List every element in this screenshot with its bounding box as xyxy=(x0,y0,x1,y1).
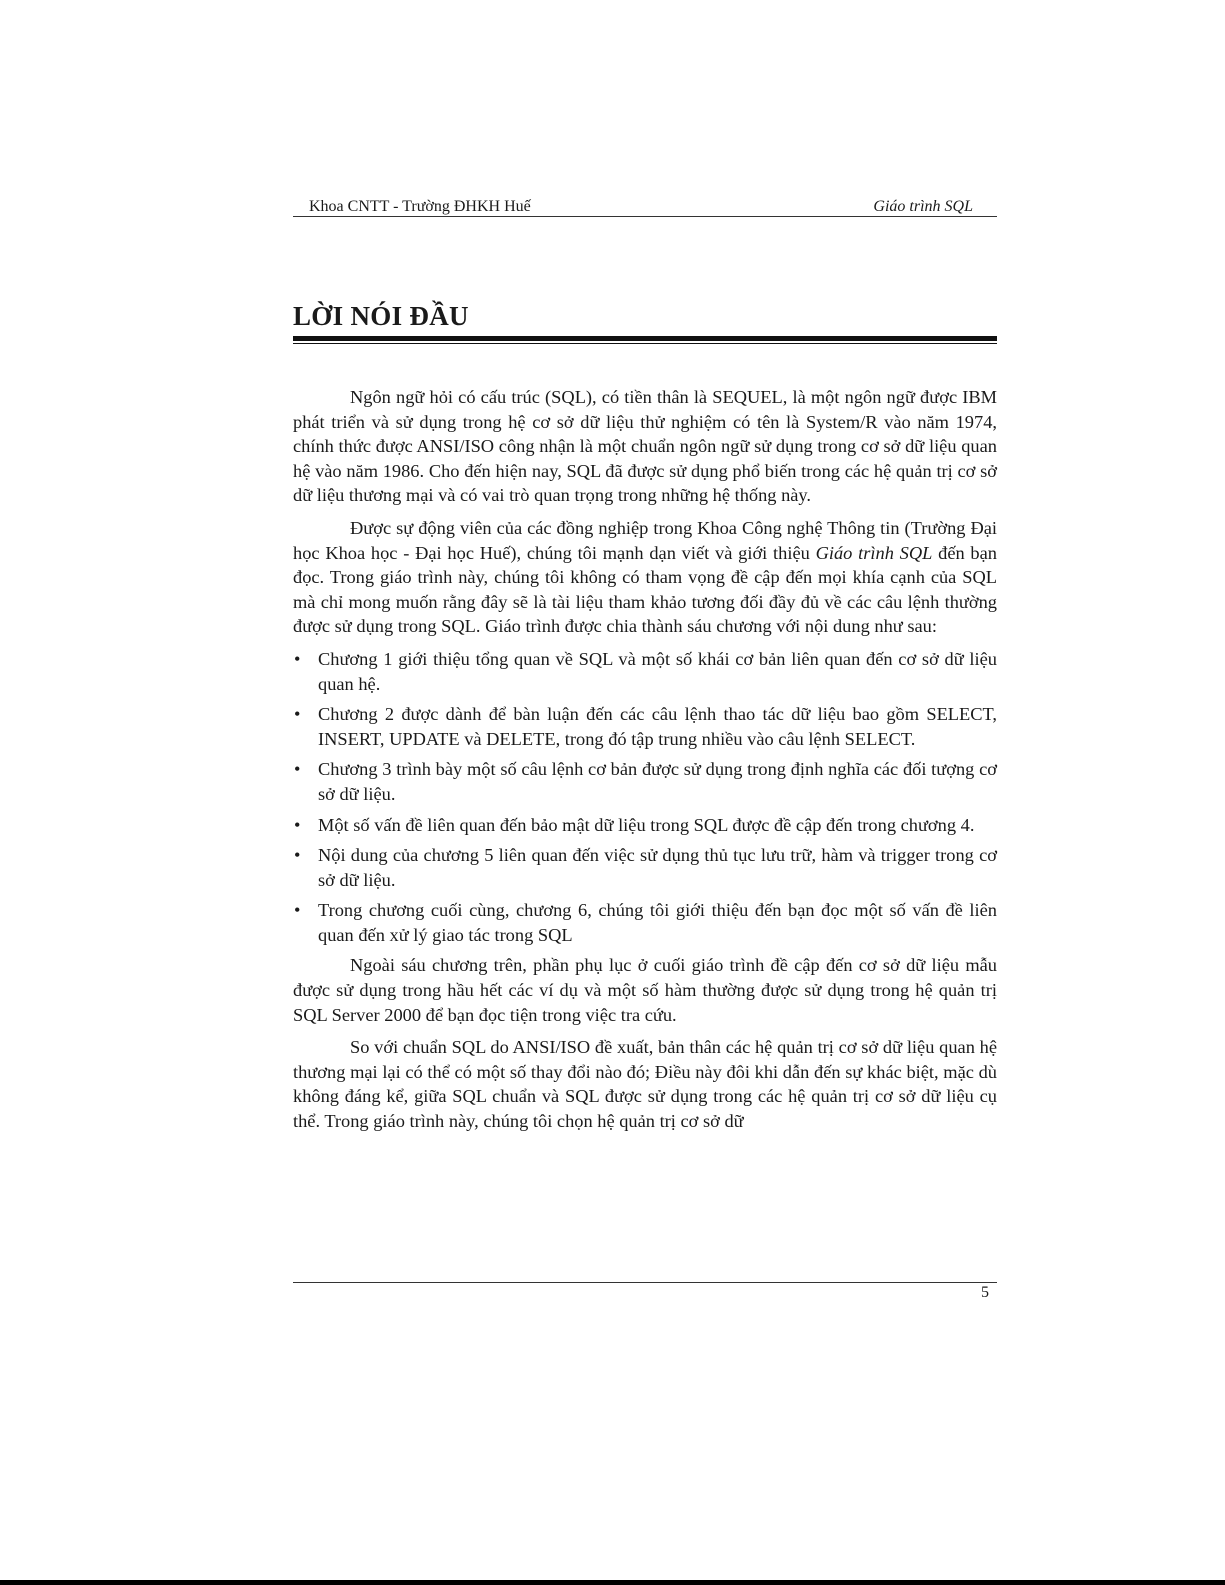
list-item xyxy=(293,647,997,696)
list-item xyxy=(293,843,997,892)
list-item-text: Chương 2 được dành để bàn luận đến các câu lệnh thao tác dữ liệu bao gồm SELECT, INSERT, UPDATE và DELETE, trong đó tập trung nhiều vào câu lệnh SELECT. xyxy=(318,704,997,749)
bullet-icon: • xyxy=(294,704,301,725)
list-item-text: Một số vấn đề liên quan đến bảo mật dữ liệu trong SQL được đề cập đến trong chương 4. xyxy=(318,814,975,835)
header-left-text: Khoa CNTT - Trường ĐHKH Huế xyxy=(309,198,531,215)
bullet-icon: • xyxy=(294,814,301,835)
title-rule-thin xyxy=(293,343,997,344)
list-item xyxy=(293,813,997,838)
chapter-list xyxy=(293,647,997,948)
bullet-icon: • xyxy=(294,900,301,921)
header-right-text: Giáo trình SQL xyxy=(873,198,973,215)
list-item-text: Nội dung của chương 5 liên quan đến việc sử dụng thủ tục lưu trữ, hàm và trigger trong cơ sở dữ liệu. xyxy=(318,845,997,890)
scan-edge-line xyxy=(0,1580,1225,1585)
paragraph-2-part-1: Được sự động viên của các đồng nghiệp trong Khoa Công nghệ Thông tin (Trường Đại học Khoa học - Đại học Huế), chúng tôi mạnh dạn viết và giới thiệu xyxy=(293,517,997,563)
bullet-icon: • xyxy=(294,759,301,780)
paragraph-1: Ngôn ngữ hỏi có cấu trúc (SQL), có tiền thân là SEQUEL, là một ngôn ngữ được IBM phát triển và sử dụng trong hệ cơ sở dữ liệu thử nghiệm có tên là System/R vào năm 1974, chính thức được ANSI/ISO công nhận là một chuẩn ngôn ngữ sử dụng trong cơ sở dữ liệu quan hệ vào năm 1986. Cho đến hiện nay, SQL đã được sử dụng phổ biến trong các hệ quản trị cơ sở dữ liệu thương mại và có vai trò quan trọng trong những hệ thống này. xyxy=(293,387,997,506)
paragraph-4: So với chuẩn SQL do ANSI/ISO đề xuất, bản thân các hệ quản trị cơ sở dữ liệu quan hệ thương mại lại có thể có một số thay đổi nào đó; Điều này đôi khi dẫn đến sự khác biệt, mặc dù không đáng kể, giữa SQL chuẩn và SQL được sử dụng trong các hệ quản trị cơ sở dữ liệu cụ thể. Trong giáo trình này, chúng tôi chọn hệ quản trị cơ sở dữ xyxy=(293,1037,997,1132)
list-item-text: Trong chương cuối cùng, chương 6, chúng tôi giới thiệu đến bạn đọc một số vấn đề liên quan đến xử lý giao tác trong SQL xyxy=(318,900,997,945)
list-item xyxy=(293,702,997,751)
list-item-text: Chương 1 giới thiệu tổng quan về SQL và một số khái cơ bản liên quan đến cơ sở dữ liệu quan hệ. xyxy=(318,648,997,694)
list-item xyxy=(293,757,997,806)
footer-rule xyxy=(293,1282,997,1283)
list-item-text: Chương 3 trình bày một số câu lệnh cơ bản được sử dụng trong định nghĩa các đối tượng cơ sở dữ liệu. xyxy=(318,759,997,804)
paragraph-2 xyxy=(293,516,997,639)
paragraph-2-part-2: đến bạn đọc. Trong giáo trình này, chúng tôi không có tham vọng đề cập đến mọi khía cạnh của SQL mà chỉ mong muốn rằng đây sẽ là tài liệu tham khảo tương đối đầy đủ về các câu lệnh thường được sử dụng trong SQL. Giáo trình được chia thành sáu chương với nội dung như sau: xyxy=(293,542,997,637)
bullet-icon: • xyxy=(294,648,301,669)
bullet-icon: • xyxy=(294,845,301,866)
book-title-italic: Giáo trình SQL xyxy=(815,542,933,563)
title-rule-thick xyxy=(293,336,997,341)
running-header xyxy=(293,190,997,217)
chapter-title: LỜI NÓI ĐẦU xyxy=(293,301,469,331)
list-item xyxy=(293,898,997,947)
page-number: 5 xyxy=(981,1284,989,1301)
paragraph-3: Ngoài sáu chương trên, phần phụ lục ở cuối giáo trình đề cập đến cơ sở dữ liệu mẫu được sử dụng trong hầu hết các ví dụ và một số hàm thường được sử dụng trong hệ quản trị SQL Server 2000 để bạn đọc tiện trong việc tra cứu. xyxy=(293,955,997,1025)
body-text xyxy=(293,385,997,1134)
document-page xyxy=(293,190,997,1142)
